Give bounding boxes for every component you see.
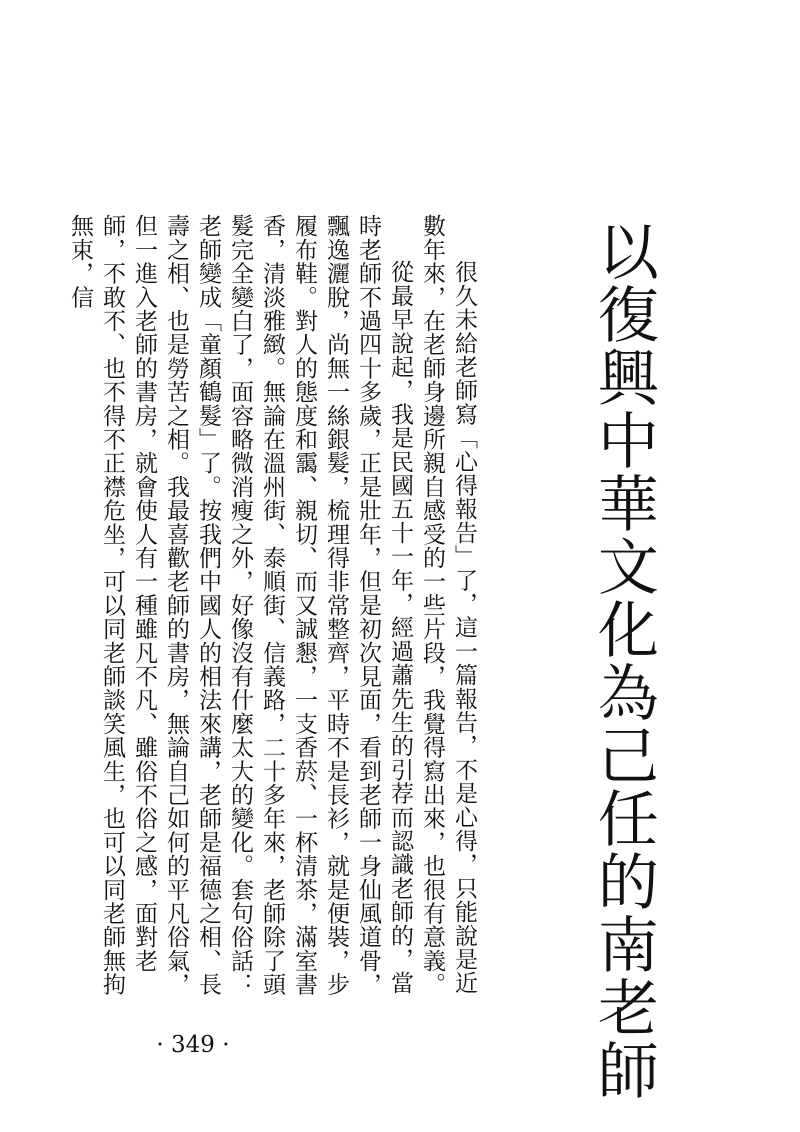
chapter-title: 以復興中華文化為己任的南老師 [587, 220, 659, 1102]
vertical-body-text [67, 214, 480, 1004]
paragraph-2: 從最早說起，我是民國五十一年，經過蕭先生的引荐而認識老師的，當時老師不過四十多歲，正是壯年，但是初次見面，看到老師一身仙風道骨，飄逸灑脫，尚無一絲銀髮，梳理得非常整齊，平時不是長衫，就是便裝，步履布鞋。對人的態度和靄、親切、而又誠懇，一支香菸、一杯清茶，滿室書香，清淡雅緻。無論在溫州街、泰順街、信義路，二十多年來，老師除了頭髮完全變白了，面容略微消瘦之外，好像沒有什麼太大的變化。套句俗話：老師變成「童顏鶴髮」了。按我們中國人的相法來講，老師是福德之相、長壽之相、也是勞苦之相。我最喜歡老師的書房，無論自己如何的平凡俗氣，但一進入老師的書房，就會使人有一種雖凡不凡、雖俗不俗之感，面對老師，不敢不、也不得不正襟危坐，可以同老師談笑風生，也可以同老師無拘無束，信 [67, 214, 413, 997]
paragraph-1: 很久未給老師寫「心得報告」了，這一篇報告，不是心得，只能說是近數年來，在老師身邊所親自感受的一些片段，我覺得寫出來，也很有意義。 [419, 214, 477, 997]
page-number: · 349 · [156, 1032, 230, 1058]
